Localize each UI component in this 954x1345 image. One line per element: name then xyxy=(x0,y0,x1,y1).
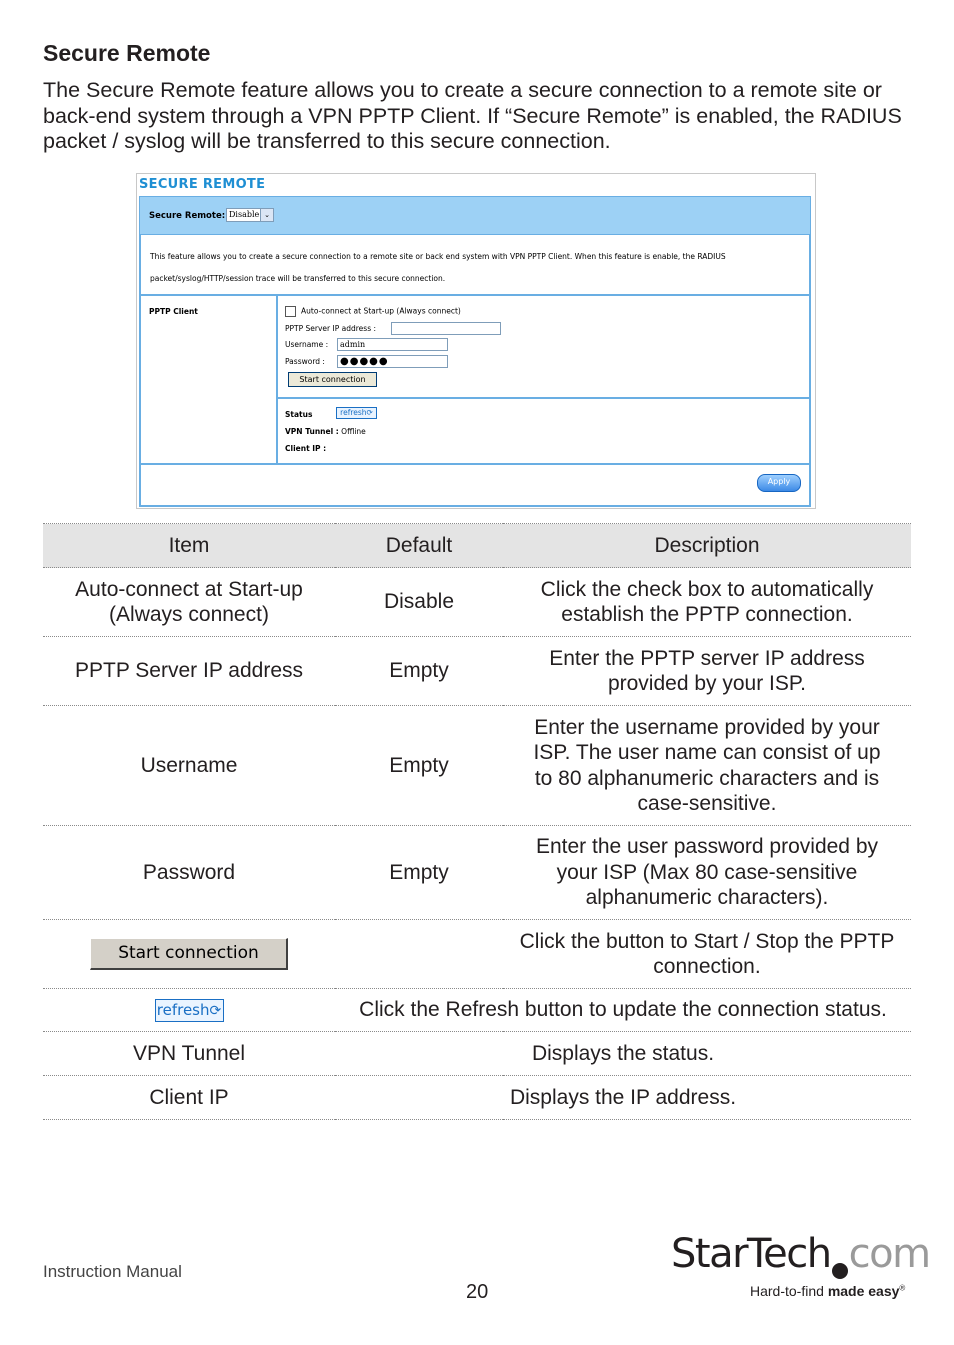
header-description: Description xyxy=(503,524,911,568)
tagline-bold: made easy xyxy=(827,1283,900,1299)
screenshot-title: SECURE REMOTE xyxy=(139,177,266,192)
autoconnect-label: Auto-connect at Start-up (Always connect) xyxy=(301,306,461,316)
cell-default: Empty xyxy=(335,637,503,706)
apply-bar xyxy=(139,463,811,507)
refresh-button-image xyxy=(155,999,224,1022)
cell-item xyxy=(43,920,335,989)
cell-item: VPN Tunnel xyxy=(43,1032,335,1076)
refresh-button[interactable] xyxy=(336,407,377,419)
cell-item: PPTP Server IP address xyxy=(43,637,335,706)
registered-mark: ® xyxy=(899,1283,906,1293)
refresh-icon: ⟳ xyxy=(209,1003,222,1020)
cell-default xyxy=(335,920,503,989)
cell-item: Client IP xyxy=(43,1076,335,1120)
chevron-down-icon: ⌄ xyxy=(260,209,273,221)
start-connection-button-image: Start connection xyxy=(90,938,288,970)
refresh-label: refresh xyxy=(340,408,367,417)
startech-logo xyxy=(671,1231,930,1279)
table-row xyxy=(43,637,911,706)
pptp-client-panel xyxy=(139,294,811,465)
cell-description: Displays the status. xyxy=(335,1032,911,1076)
table-row xyxy=(43,568,911,637)
cell-description: Click the button to Start / Stop the PPTP connection. xyxy=(503,920,911,989)
start-connection-button[interactable]: Start connection xyxy=(288,372,377,387)
table-row xyxy=(43,706,911,826)
autoconnect-checkbox[interactable] xyxy=(285,306,296,317)
cell-default: Empty xyxy=(335,706,503,826)
secure-remote-label: Secure Remote: xyxy=(149,211,226,221)
header-default: Default xyxy=(335,524,503,568)
password-label: Password : xyxy=(285,357,325,366)
header-item: Item xyxy=(43,524,335,568)
logo-com: com xyxy=(848,1231,930,1277)
table-row xyxy=(43,826,911,920)
secure-remote-bar xyxy=(139,196,811,235)
vpn-tunnel-row xyxy=(285,427,366,436)
client-ip-label: Client IP : xyxy=(285,444,327,453)
username-input[interactable]: admin xyxy=(337,338,448,351)
feature-note-text: This feature allows you to create a secure connection to a remote site or back end system with VPN PPTP Client. When this feature is enable, the RADIUS packet/syslog/HTTP/session trace will be transferred to this secure connection. xyxy=(150,252,726,283)
status-label: Status xyxy=(285,410,313,419)
table-row xyxy=(43,1076,911,1120)
refresh-icon: ⟳ xyxy=(366,408,373,417)
autoconnect-row xyxy=(285,306,461,317)
section-title: Secure Remote xyxy=(43,40,211,66)
table-row xyxy=(43,1032,911,1076)
apply-button[interactable]: Apply xyxy=(757,474,801,492)
cell-description: Enter the user password provided by your ISP (Max 80 case-sensitive alphanumeric characters). xyxy=(503,826,911,920)
cell-description: Displays the IP address. xyxy=(335,1076,911,1120)
panel-divider xyxy=(276,296,278,463)
pptp-client-label: PPTP Client xyxy=(149,307,198,316)
cell-description: Enter the PPTP server IP address provided by your ISP. xyxy=(503,637,911,706)
vpn-tunnel-value: Offline xyxy=(341,427,366,436)
cell-description: Click the check box to automatically establish the PPTP connection. xyxy=(503,568,911,637)
cell-default: Disable xyxy=(335,568,503,637)
logo-tagline xyxy=(750,1283,905,1299)
page-number: 20 xyxy=(466,1281,489,1303)
secure-remote-select-value: Disable xyxy=(229,210,260,219)
feature-note xyxy=(139,235,811,296)
table-header-row xyxy=(43,524,911,568)
cell-description: Enter the username provided by your ISP. The user name can consist of up to 80 alphanumeric characters and is case-sensitive. xyxy=(503,706,911,826)
cell-description: Click the Refresh button to update the connection status. xyxy=(335,989,911,1032)
panel-divider-horizontal xyxy=(278,397,811,399)
server-ip-input[interactable] xyxy=(391,322,501,335)
cell-item: Username xyxy=(43,706,335,826)
intro-paragraph: The Secure Remote feature allows you to create a secure connection to a remote site or back-end system through a VPN PPTP Client. If “Secure Remote” is enabled, the RADIUS packet / syslog will be transferred to this secure connection. xyxy=(43,78,902,153)
secure-remote-select[interactable] xyxy=(226,208,274,222)
cell-default: Empty xyxy=(335,826,503,920)
refresh-image-label: refresh xyxy=(156,1001,210,1020)
cell-item: Auto-connect at Start-up (Always connect) xyxy=(43,568,335,637)
secure-remote-screenshot xyxy=(136,173,816,509)
table-row xyxy=(43,989,911,1032)
server-ip-label: PPTP Server IP address : xyxy=(285,324,377,333)
username-label: Username : xyxy=(285,340,329,349)
cell-item: Password xyxy=(43,826,335,920)
logo-dot-icon xyxy=(832,1263,848,1279)
cell-item xyxy=(43,989,335,1032)
vpn-tunnel-label: VPN Tunnel : xyxy=(285,427,339,436)
table-row xyxy=(43,920,911,989)
logo-main: StarTech xyxy=(671,1231,831,1277)
password-input[interactable]: ●●●●● xyxy=(337,355,448,368)
settings-table xyxy=(43,523,911,1120)
manual-label: Instruction Manual xyxy=(43,1262,182,1281)
tagline-light: Hard-to-find xyxy=(750,1283,828,1299)
